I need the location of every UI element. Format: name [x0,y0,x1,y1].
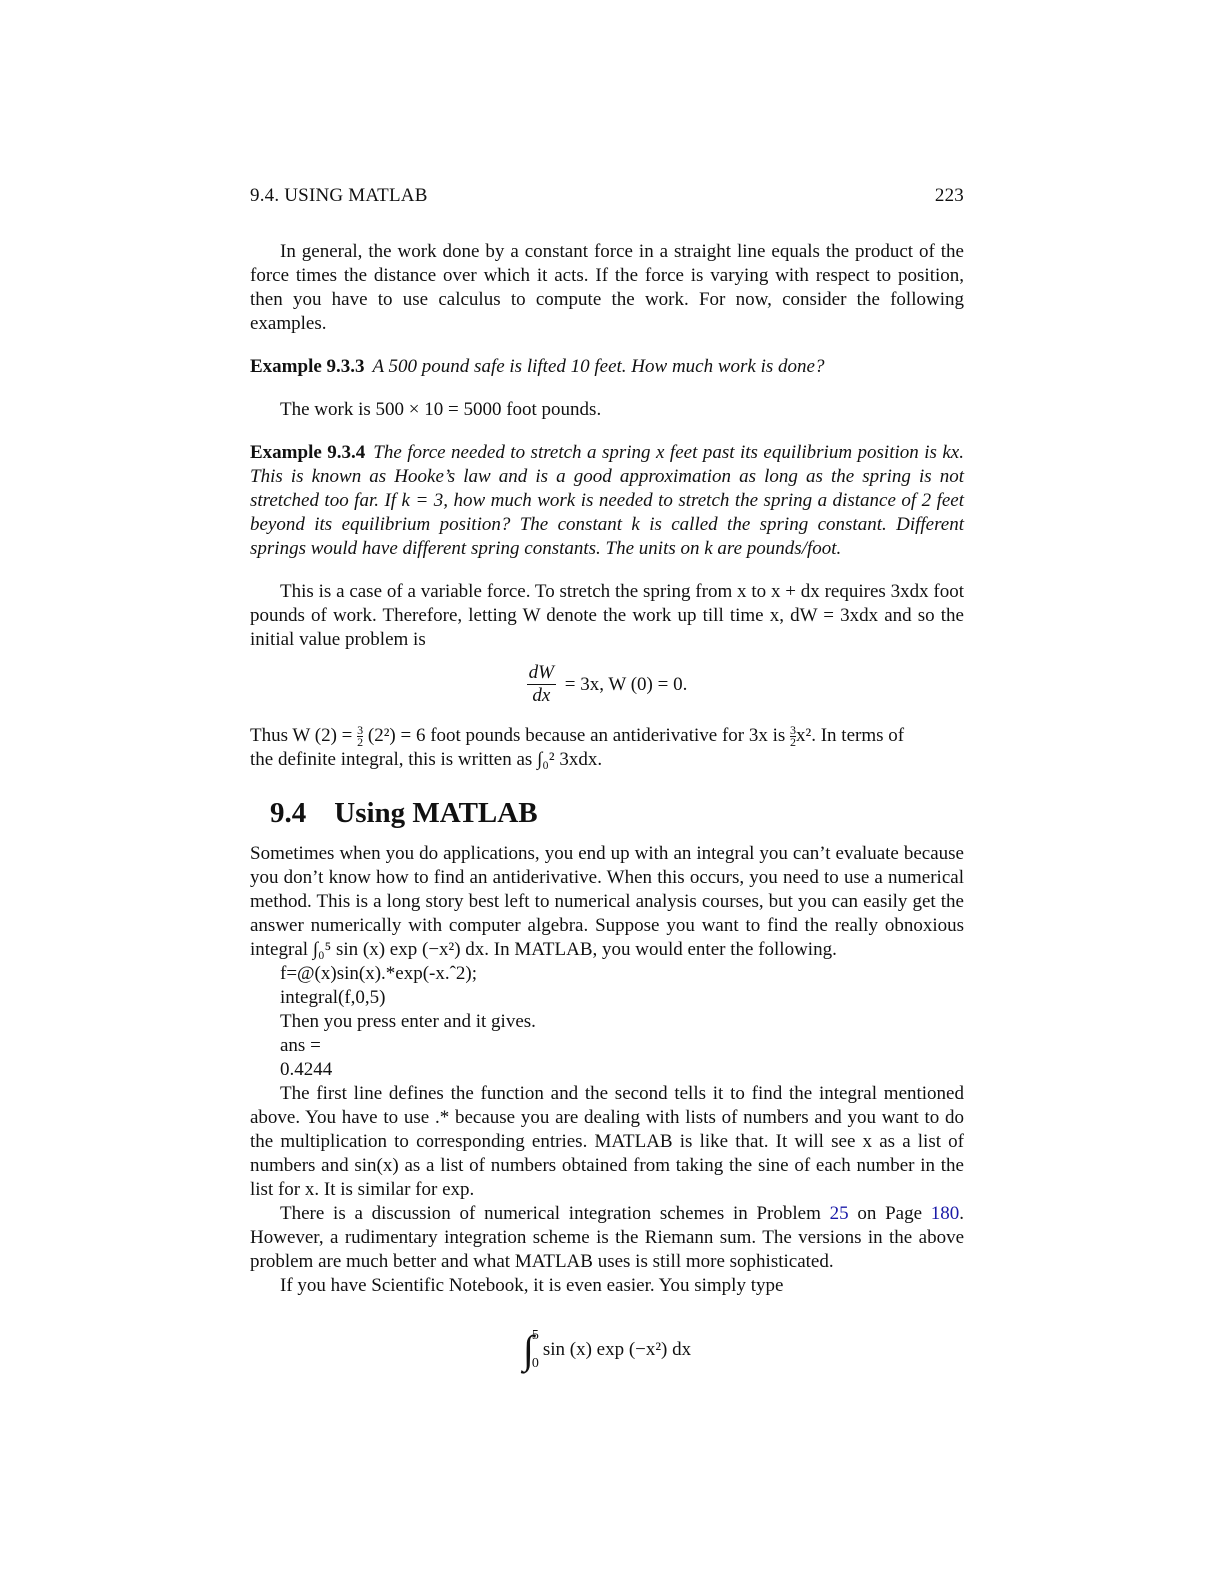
fraction-numerator: dW [528,662,554,683]
integral-limits [532,1322,539,1378]
dw-dx-fraction [527,662,556,707]
numerical-integration-paragraph [250,1202,964,1274]
thus-text-c: x². In terms of [796,725,905,746]
integrand: sin (x) exp (−x²) dx [542,1339,692,1361]
integral-sign: ∫ [522,1327,534,1373]
example-text: A 500 pound safe is lifted 10 feet. How much work is done? [372,356,825,377]
thus-text-a: Thus W (2) = [250,725,358,746]
running-head [250,184,964,208]
section-title: Using MATLAB [334,797,538,830]
lower-limit: 0 [531,1356,539,1372]
frac-num: 3 [357,723,364,738]
integral-limits: ₀² [542,749,555,771]
example-9-3-3-answer: The work is 500 × 10 = 5000 foot pounds. [280,399,602,420]
p3-text-a: There is a discussion of numerical integration schemes in Problem [280,1203,830,1225]
problem-25-link[interactable]: 25 [829,1203,849,1225]
thus-paragraph [250,724,964,772]
scientific-notebook-paragraph: If you have Scientific Notebook, it is even easier. You simply type [280,1275,784,1297]
fraction-denominator: dx [532,685,551,706]
p3-text-c: . However, a rudimentary integration scheme is the Riemann sum. The versions in the above problem are much better and what MATLAB uses is still more sophisticated. [250,1203,964,1273]
frac-num: 3 [790,723,797,738]
example-text: The force needed to stretch a spring x feet past its equilibrium position is kx. This is known as Hooke’s law and is a good approximation as long as the spring is not stretched too far. If k = 3, how much work is needed to stretch the spring a distance of 2 feet beyond its equilibrium position? The constant k is called the spring constant. Different springs would have different spring constants. The units on k are pounds/foot. [250,442,964,559]
frac-den: 2 [357,735,364,750]
code-line-1: f=@(x)sin(x).*exp(-x.ˆ2); [280,963,478,985]
code-line-4: ans = [280,1035,321,1057]
running-head-section: 9.4. USING MATLAB [250,185,428,206]
example-label: Example 9.3.3 [250,356,365,377]
code-line-5: 0.4244 [280,1059,333,1081]
page-number: 223 [934,185,964,206]
final-integral-display [250,1322,964,1382]
intro-paragraph: In general, the work done by a constant force in a straight line equals the product of the force times the distance over which it acts. If the force is varying with respect to position, then you have to use calculus to compute the work. For now, consider the following examples. [250,241,964,334]
variable-force-paragraph: This is a case of a variable force. To stretch the spring from x to x + dx requires 3xdx foot pounds of work. Therefore, letting W denote the work up till time x, dW = 3xdx and so the initial value problem is [250,581,964,650]
page-body [250,240,964,1382]
matlab-explanation-paragraph: The first line defines the function and the second tells it to find the integral mentioned above. You have to use .* because you are dealing with lists of numbers and you want to do the multiplication to corresponding entries. MATLAB is like that. It will see x as a list of numbers and sin(x) as a list of numbers obtained from taking the sine of each number in the list for x. It is similar for exp. [250,1083,964,1201]
thus-text-line2a: the definite integral, this is written as ∫ [250,749,543,771]
section-number: 9.4 [270,797,307,830]
thus-text-b: (2²) = 6 foot pounds because an antiderivative for 3x is [363,725,791,746]
section-heading [270,796,964,830]
example-label: Example 9.3.4 [250,442,366,463]
frac-den: 2 [790,735,797,750]
initial-value-equation [250,662,964,712]
example-9-3-4 [250,441,964,561]
equation-rest: = 3x, W (0) = 0. [564,673,688,695]
code-line-2: integral(f,0,5) [280,987,386,1009]
example-9-3-3 [250,355,964,379]
matlab-intro-paragraph: Sometimes when you do applications, you end up with an integral you can’t evaluate because you don’t know how to find an antiderivative. When this occurs, you need to use a numerical method. This is a long story best left to numerical analysis courses, but you can easily get the answer numerically with computer algebra. Suppose you want to find the really obnoxious integral ∫₀⁵ sin (x) exp (−x²) dx. In MATLAB, you would enter the following. [250,843,964,961]
p3-text-b: on Page [848,1203,931,1225]
thus-text-line2b: 3xdx. [554,749,603,771]
code-line-3: Then you press enter and it gives. [280,1011,536,1033]
page-180-link[interactable]: 180 [930,1203,960,1225]
upper-limit: 5 [531,1328,539,1344]
